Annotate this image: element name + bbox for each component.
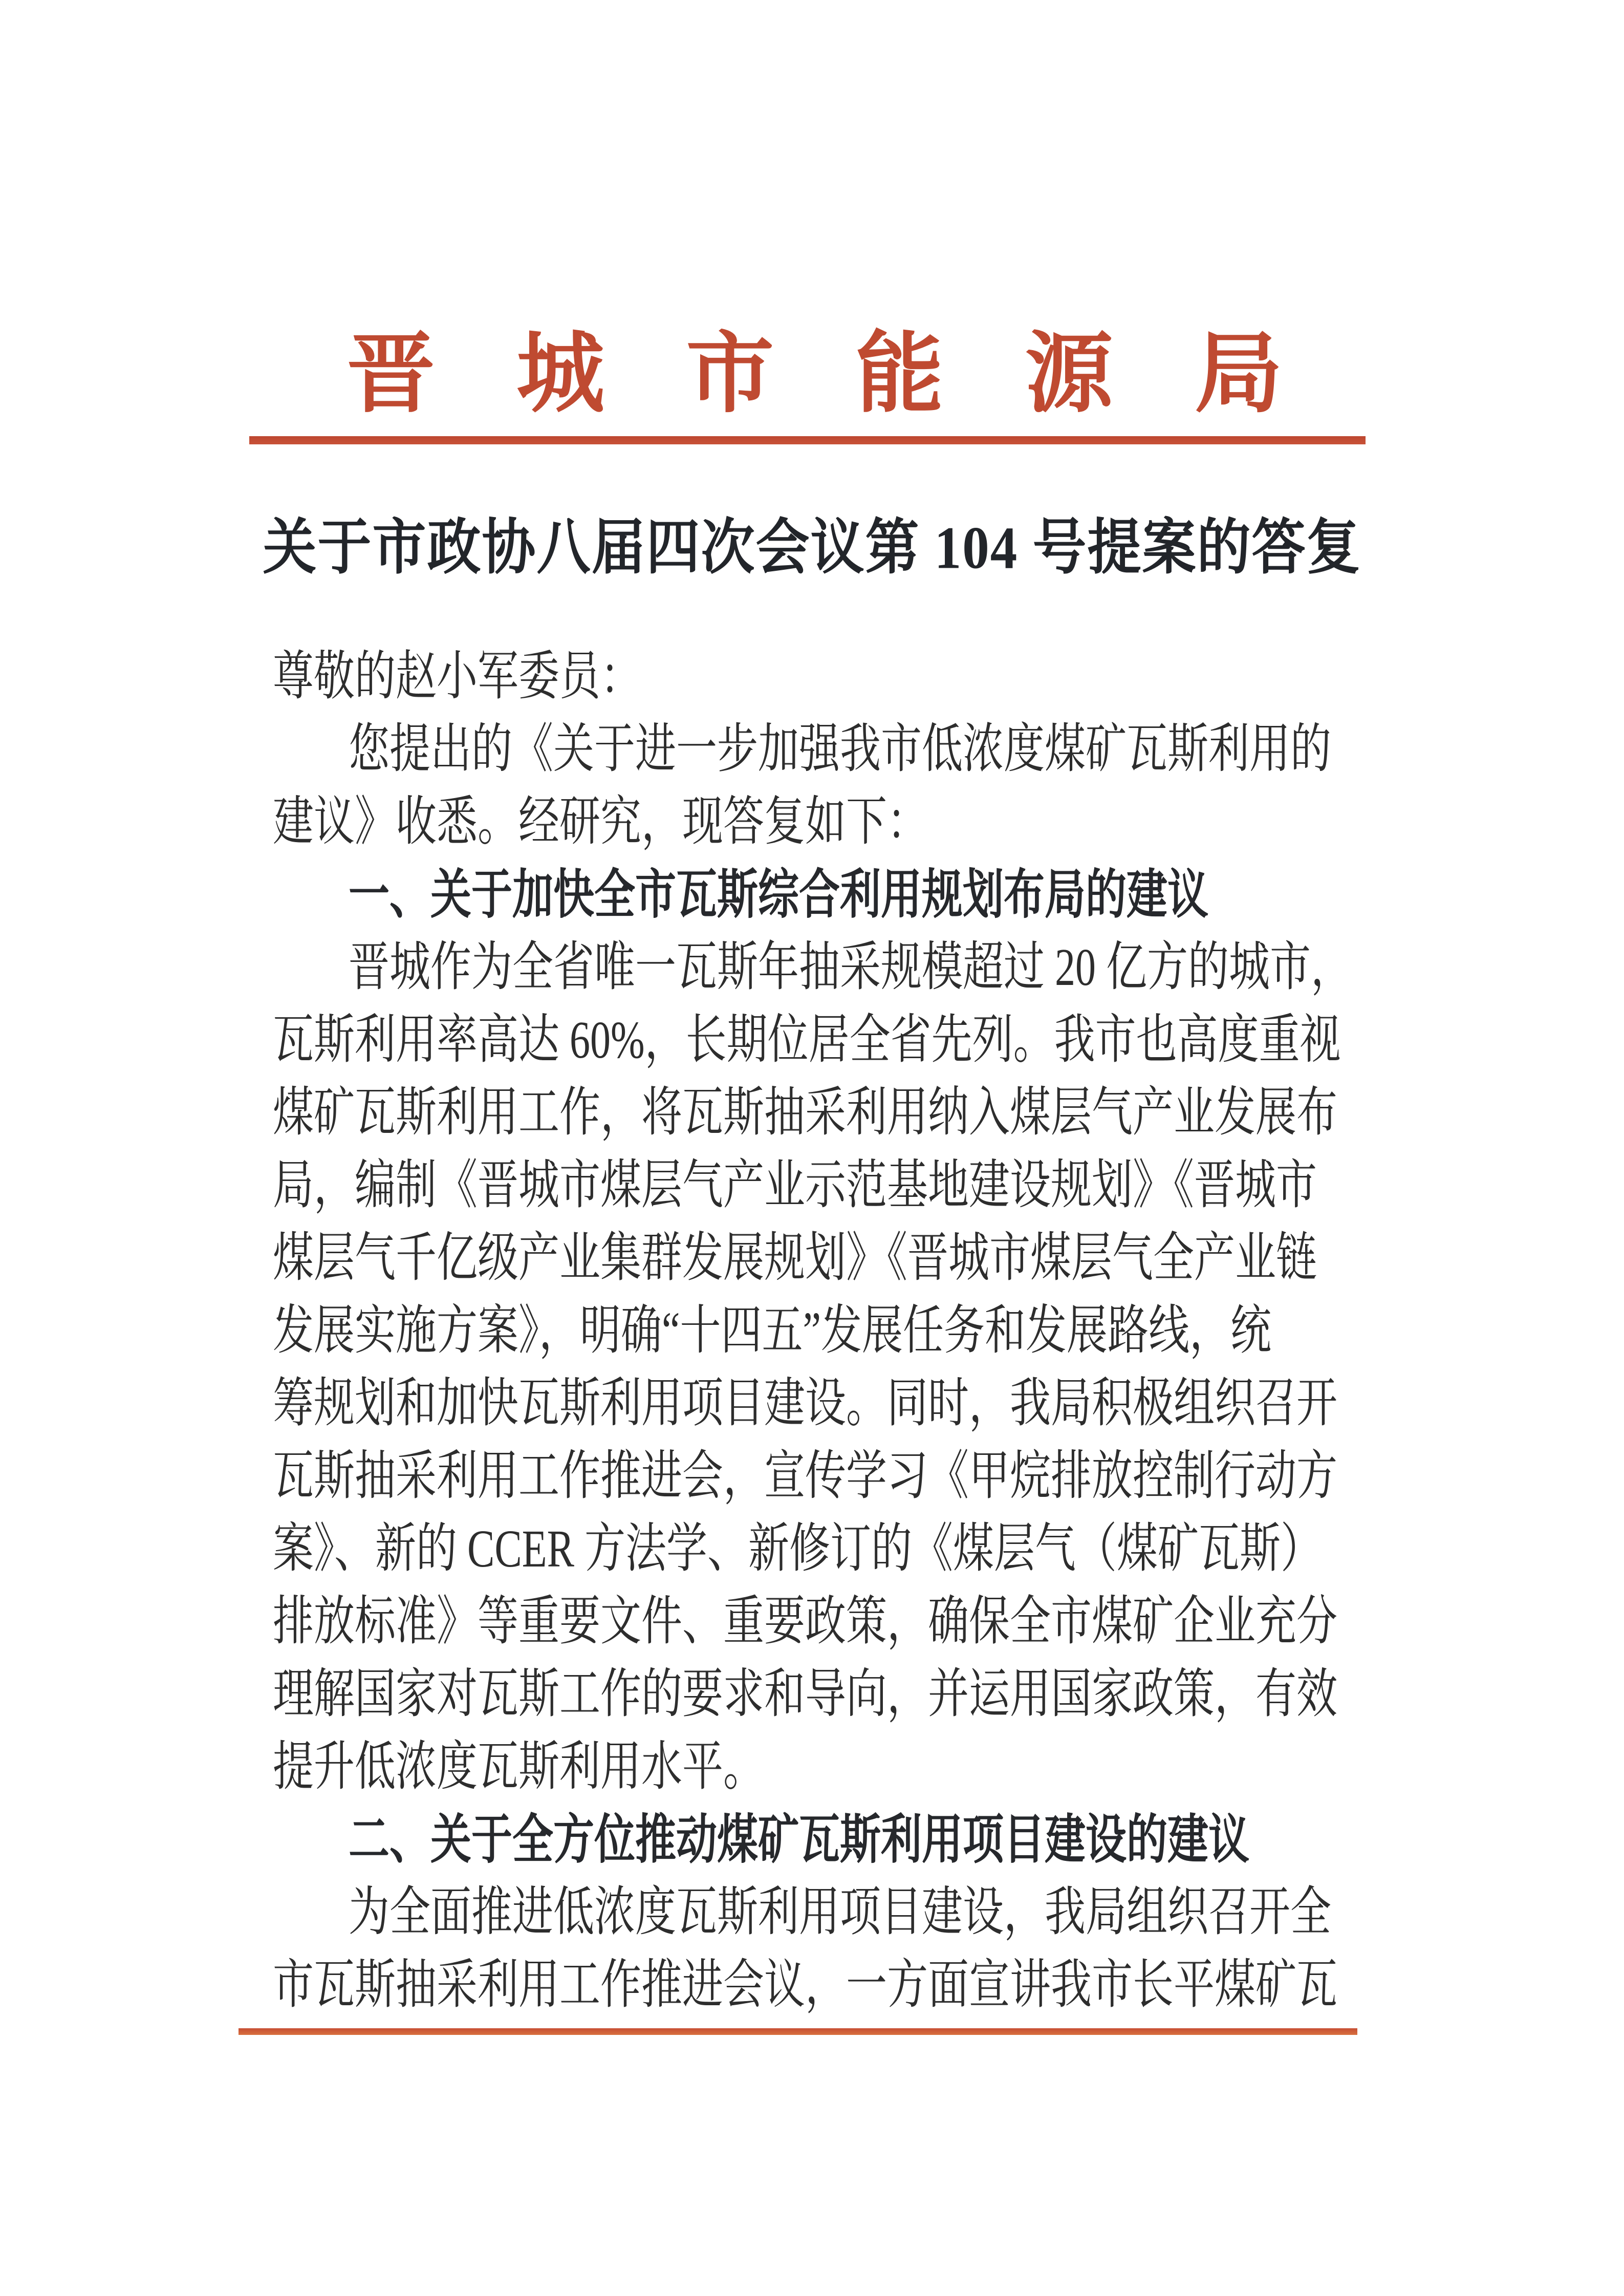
section-heading-1: 一、关于加快全市瓦斯综合利用规划布局的建议 [349,865,1208,925]
body-line: 瓦斯抽采利用工作推进会，宣传学习《甲烷排放控制行动方 [273,1447,1337,1506]
section-heading-2: 二、关于全方位推动煤矿瓦斯利用项目建设的建议 [349,1810,1249,1870]
body-line: 您提出的《关于进一步加强我市低浓度煤矿瓦斯利用的 [349,720,1331,779]
agency-name [347,328,1283,422]
body-line: 煤矿瓦斯利用工作，将瓦斯抽采利用纳入煤层气产业发展布 [273,1083,1337,1143]
body-line-salutation: 尊敬的赵小军委员： [273,647,641,706]
document-body [273,640,1389,2022]
agency-name-char: 城 [516,326,605,423]
document-title: 关于市政协八届四次会议第 104 号提案的答复 [263,513,1361,582]
body-line: 案》、新的 CCER 方法学、新修订的《煤层气（煤矿瓦斯） [273,1519,1322,1579]
body-line: 瓦斯利用率高达 60%，长期位居全省先列。我市也高度重视 [273,1011,1341,1070]
agency-name-char: 晋 [347,326,435,423]
body-line: 为全面推进低浓度瓦斯利用项目建设，我局组织召开全 [349,1883,1331,1942]
body-line: 理解国家对瓦斯工作的要求和导向，并运用国家政策，有效 [273,1665,1337,1724]
body-line: 煤层气千亿级产业集群发展规划》《晋城市煤层气全产业链 [273,1229,1317,1288]
header-divider-line [249,436,1366,444]
body-line: 晋城作为全省唯一瓦斯年抽采规模超过 20 亿方的城市， [349,938,1352,997]
footer-divider-line [239,2028,1357,2035]
body-line: 局，编制《晋城市煤层气产业示范基地建设规划》《晋城市 [273,1156,1317,1215]
body-line: 建议》收悉。经研究，现答复如下： [273,792,928,852]
body-line: 排放标准》等重要文件、重要政策，确保全市煤矿企业充分 [273,1592,1337,1651]
agency-name-char: 市 [686,326,774,423]
agency-name-char: 能 [855,326,944,423]
body-line: 市瓦斯抽采利用工作推进会议，一方面宣讲我市长平煤矿瓦 [273,1956,1337,2015]
body-line: 提升低浓度瓦斯利用水平。 [273,1737,764,1797]
body-line: 筹规划和加快瓦斯利用项目建设。同时，我局积极组织召开 [273,1374,1337,1433]
agency-name-char: 局 [1194,326,1283,423]
body-line: 发展实施方案》，明确“十四五”发展任务和发展路线，统 [273,1301,1272,1361]
agency-name-char: 源 [1025,326,1113,423]
